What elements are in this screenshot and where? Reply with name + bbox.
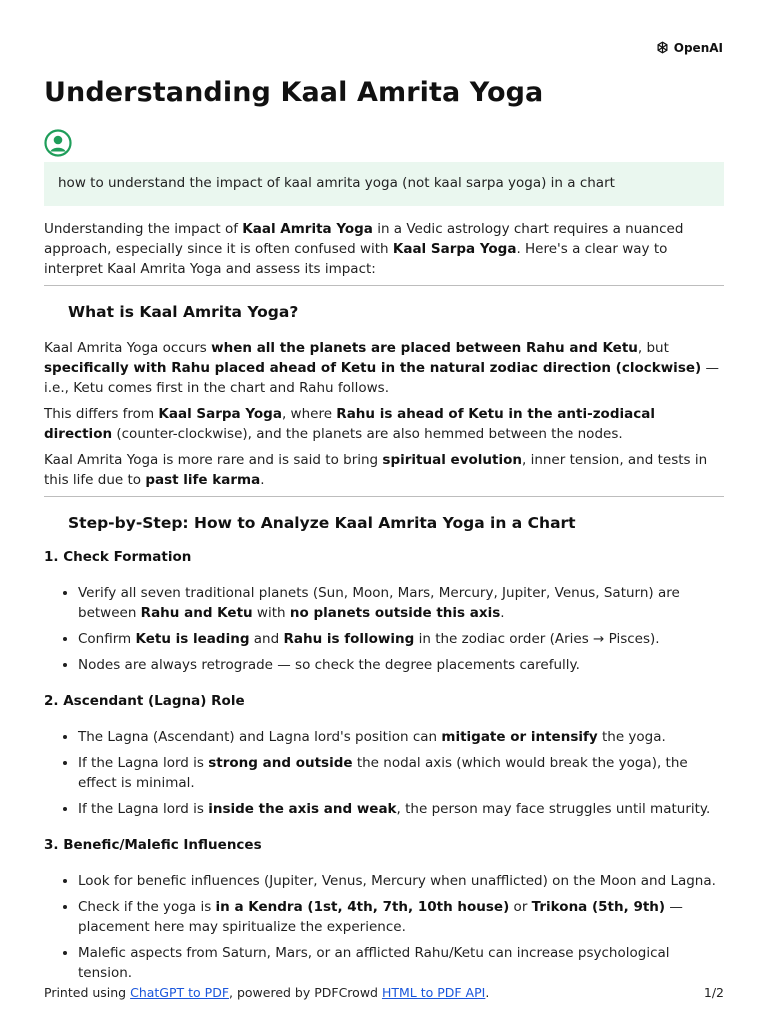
list-item: • Verify all seven traditional planets (Sun, Moon, Mars, Mercury, Jupiter, Venus, Saturn) are between Rahu and Ketu with no planets outside this axis. bbox=[78, 583, 724, 623]
list-item: • If the Lagna lord is inside the axis and weak, the person may face struggles until maturity. bbox=[78, 799, 724, 819]
page-number: 1/2 bbox=[703, 985, 724, 1000]
paragraph: This differs from Kaal Sarpa Yoga, where Rahu is ahead of Ketu in the anti-zodiacal direction (counter-clockwise), and the planets are also hemmed between the nodes. bbox=[44, 406, 655, 442]
page-title: Understanding Kaal Amrita Yoga bbox=[44, 77, 544, 108]
bullet-list bbox=[44, 727, 724, 819]
list-item: • Look for benefic influences (Jupiter, Venus, Mercury when unafflicted) on the Moon and Lagna. bbox=[78, 871, 724, 891]
user-avatar-icon bbox=[44, 129, 72, 157]
subsection-heading-check-formation: 1. Check Formation bbox=[44, 549, 192, 565]
section-heading-step-by-step: Step-by-Step: How to Analyze Kaal Amrita Yoga in a Chart bbox=[68, 514, 576, 532]
section-heading-what-is: What is Kaal Amrita Yoga? bbox=[68, 303, 299, 321]
html-to-pdf-api-link[interactable]: HTML to PDF API bbox=[381, 985, 486, 1000]
openai-logo-icon bbox=[655, 40, 670, 55]
page-footer: Printed using ChatGPT to PDF, powered by PDFCrowd HTML to PDF API. 1/2 bbox=[44, 985, 724, 1000]
subsection-heading-benefic-malefic: 3. Benefic/Malefic Influences bbox=[44, 837, 262, 853]
list-item: • Malefic aspects from Saturn, Mars, or an afflicted Rahu/Ketu can increase psychological tension. bbox=[78, 943, 724, 983]
chatgpt-to-pdf-link[interactable]: ChatGPT to PDF bbox=[130, 985, 230, 1000]
paragraph: Kaal Amrita Yoga occurs when all the planets are placed between Rahu and Ketu, but specifically with Rahu placed ahead of Ketu in the natural zodiac direction (clockwise) — i.e., Ketu comes first in the chart and Rahu follows. bbox=[44, 340, 719, 396]
list-item: • Check if the yoga is in a Kendra (1st, 4th, 7th, 10th house) or Trikona (5th, 9th) — placement here may spiritualize the experience. bbox=[78, 897, 724, 937]
openai-brand bbox=[655, 40, 723, 55]
list-item: • The Lagna (Ascendant) and Lagna lord's position can mitigate or intensify the yoga. bbox=[78, 727, 724, 747]
bullet-list bbox=[44, 583, 724, 675]
list-item: • Nodes are always retrograde — so check the degree placements carefully. bbox=[78, 655, 724, 675]
subsection-heading-ascendant-role: 2. Ascendant (Lagna) Role bbox=[44, 693, 245, 709]
bullet-list bbox=[44, 871, 724, 983]
user-prompt: how to understand the impact of kaal amrita yoga (not kaal sarpa yoga) in a chart bbox=[44, 162, 724, 206]
response-content bbox=[44, 219, 724, 989]
list-item: • If the Lagna lord is strong and outside the nodal axis (which would break the yoga), the effect is minimal. bbox=[78, 753, 724, 793]
paragraph: Kaal Amrita Yoga is more rare and is said to bring spiritual evolution, inner tension, and tests in this life due to past life karma. bbox=[44, 452, 708, 488]
list-item: • Confirm Ketu is leading and Rahu is following in the zodiac order (Aries → Pisces). bbox=[78, 629, 724, 649]
brand-name: OpenAI bbox=[673, 40, 723, 55]
intro-paragraph: Understanding the impact of Kaal Amrita Yoga in a Vedic astrology chart requires a nuanced approach, especially since it is often confused with Kaal Sarpa Yoga. Here's a clear way to interpret Kaal Amrita Yoga and assess its impact: bbox=[44, 221, 684, 277]
